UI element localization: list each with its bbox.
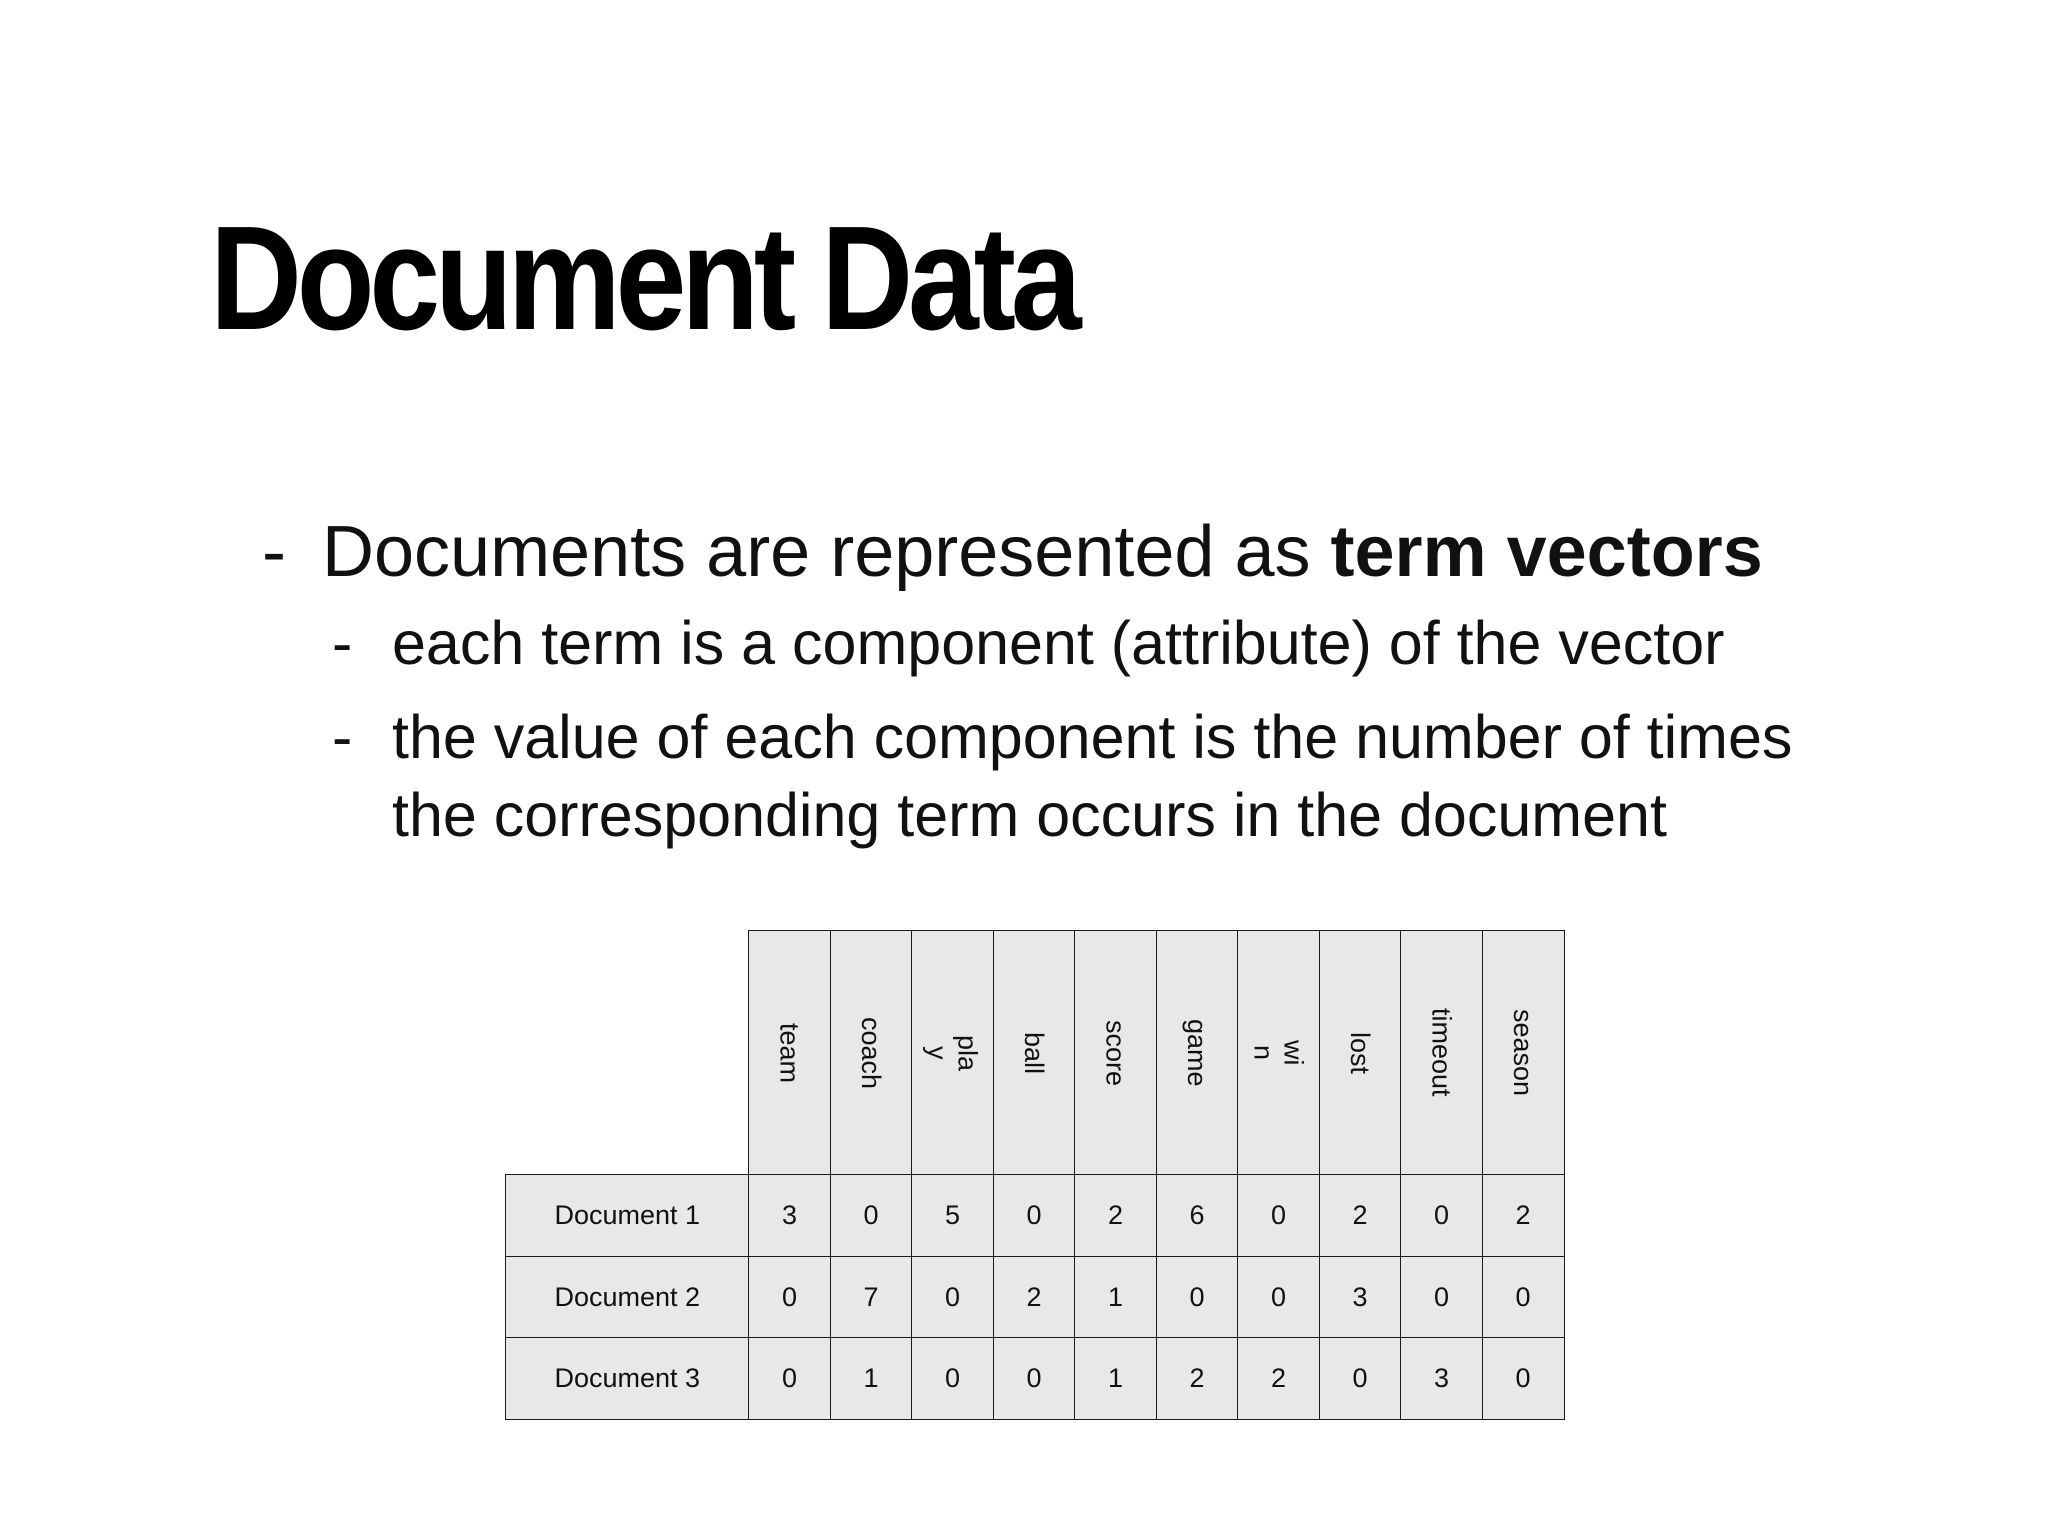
- cell-value: 7: [863, 1281, 879, 1312]
- bullet-text: [392, 698, 1792, 854]
- row-label: Document 3: [554, 1363, 701, 1393]
- column-header-label: score: [1100, 1019, 1131, 1086]
- table-cell: [748, 1337, 831, 1420]
- table-cell: [1156, 1174, 1239, 1257]
- column-header-cell: [1237, 930, 1320, 1176]
- column-header-label: wi n: [1248, 1040, 1309, 1066]
- cell-value: 2: [1515, 1200, 1531, 1230]
- table-cell: [993, 1256, 1076, 1339]
- cell-value: 1: [1107, 1281, 1124, 1312]
- cell-value: 0: [1026, 1363, 1042, 1393]
- column-header-label: ball: [1019, 1031, 1049, 1074]
- cell-value: 0: [1352, 1363, 1368, 1393]
- cell-value: 0: [1270, 1281, 1287, 1312]
- bullet-dash: -: [332, 703, 353, 771]
- table-cell: [1237, 1337, 1320, 1420]
- cell-value: 0: [863, 1200, 879, 1230]
- cell-value: 2: [1107, 1200, 1124, 1230]
- cell-value: 2: [1189, 1363, 1205, 1393]
- bullet-text: [322, 512, 1763, 592]
- cell-value: 1: [863, 1363, 879, 1393]
- table-cell: [830, 1174, 913, 1257]
- column-header-cell: [830, 930, 913, 1176]
- column-header-cell: [993, 930, 1076, 1176]
- table-cell: [748, 1174, 831, 1257]
- cell-value: 2: [1270, 1363, 1287, 1393]
- table-cell: [1400, 1256, 1483, 1339]
- cell-value: 0: [1515, 1363, 1531, 1393]
- bullet-line: the value of each component is the number of times: [392, 703, 1793, 771]
- table-cell: [830, 1256, 913, 1339]
- table-cell: [1074, 1337, 1157, 1420]
- cell-value: 3: [1352, 1281, 1368, 1312]
- cell-value: 0: [1433, 1281, 1450, 1312]
- table-cell: [1482, 1174, 1565, 1257]
- cell-value: 3: [781, 1200, 798, 1230]
- cell-value: 0: [781, 1363, 798, 1393]
- column-header-label: game: [1182, 1018, 1212, 1087]
- table-cell: [1482, 1256, 1565, 1339]
- cell-value: 2: [1026, 1281, 1042, 1312]
- column-header-label: coach: [856, 1016, 886, 1089]
- table-cell: [1400, 1337, 1483, 1420]
- bullet-line: the corresponding term occurs in the document: [392, 781, 1667, 849]
- bullet-dash: -: [262, 512, 286, 592]
- column-header-cell: [1319, 930, 1402, 1176]
- column-header-label: season: [1508, 1009, 1538, 1097]
- slide-title: Document Data: [210, 196, 1077, 361]
- table-cell: [1319, 1256, 1402, 1339]
- cell-value: 3: [1433, 1363, 1450, 1393]
- row-label: Document 1: [554, 1200, 701, 1230]
- cell-value: 0: [1189, 1281, 1205, 1312]
- column-header-cell: [1156, 930, 1239, 1176]
- bullet-text-plain: Documents are represented as: [322, 512, 1331, 592]
- table-cell: [1237, 1256, 1320, 1339]
- cell-value: 6: [1189, 1200, 1205, 1230]
- column-header-label: timeout: [1426, 1008, 1457, 1098]
- column-header-cell: [911, 930, 994, 1176]
- row-label-cell: [505, 1174, 750, 1257]
- table-cell: [1237, 1174, 1320, 1257]
- column-header-label: team: [774, 1022, 805, 1083]
- table-cell: [1156, 1256, 1239, 1339]
- row-label-cell: [505, 1337, 750, 1420]
- cell-value: 0: [1433, 1200, 1450, 1230]
- column-header-label: lost: [1345, 1031, 1375, 1074]
- table-cell: [911, 1256, 994, 1339]
- cell-value: 0: [1270, 1200, 1287, 1230]
- table-cell: [1156, 1337, 1239, 1420]
- cell-value: 0: [944, 1363, 961, 1393]
- table-cell: [1482, 1337, 1565, 1420]
- bullet-text-bold: term vectors: [1330, 512, 1763, 592]
- table-cell: [993, 1337, 1076, 1420]
- bullet-dash: -: [332, 609, 353, 677]
- table-cell: [1400, 1174, 1483, 1257]
- column-header-cell: [1400, 930, 1483, 1176]
- table-cell: [1074, 1174, 1157, 1257]
- row-label: Document 2: [554, 1281, 701, 1312]
- column-header-cell: [1482, 930, 1565, 1176]
- table-cell: [1319, 1174, 1402, 1257]
- table-cell: [830, 1337, 913, 1420]
- cell-value: 0: [1515, 1281, 1531, 1312]
- table-cell: [1074, 1256, 1157, 1339]
- column-header-label: pla y: [922, 1034, 983, 1071]
- table-cell: [911, 1174, 994, 1257]
- cell-value: 0: [781, 1281, 798, 1312]
- column-header-cell: [748, 930, 831, 1176]
- table-cell: [748, 1256, 831, 1339]
- table-cell: [993, 1174, 1076, 1257]
- column-header-cell: [1074, 930, 1157, 1176]
- row-label-cell: [505, 1256, 750, 1339]
- cell-value: 2: [1352, 1200, 1368, 1230]
- cell-value: 0: [1026, 1200, 1042, 1230]
- bullet-text: each term is a component (attribute) of the vector: [392, 609, 1725, 677]
- cell-value: 0: [944, 1281, 961, 1312]
- cell-value: 5: [944, 1200, 961, 1230]
- table-cell: [911, 1337, 994, 1420]
- table-cell: [1319, 1337, 1402, 1420]
- cell-value: 1: [1107, 1363, 1124, 1393]
